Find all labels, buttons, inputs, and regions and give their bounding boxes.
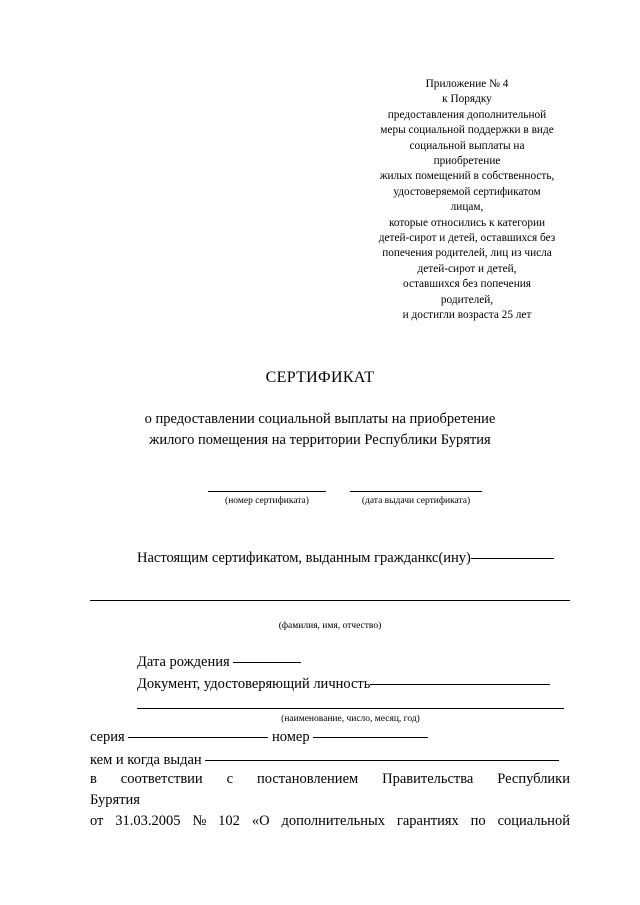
decree-word: 102	[218, 813, 240, 829]
subtitle-line-2: жилого помещения на территории Республики Бурятия	[149, 432, 491, 448]
subtitle-line-1: о предоставлении социальной выплаты на приобретение	[144, 411, 496, 427]
issued-by-label: кем и когда выдан	[90, 752, 202, 768]
basis-word: соответствии	[120, 771, 203, 787]
certificate-date-line	[350, 479, 482, 492]
basis-word: Республики	[497, 771, 570, 787]
fullname-caption: (фамилия, имя, отчество)	[278, 621, 382, 631]
document-title: СЕРТИФИКАТ	[265, 369, 375, 386]
basis-word: постановлением	[256, 771, 359, 787]
birth-date-blank[interactable]	[233, 661, 301, 663]
birth-date-label: Дата рождения	[137, 654, 230, 670]
birth-date-row	[137, 654, 301, 671]
appendix-line: попечения родителей, лиц из числа	[382, 247, 552, 260]
series-label: серия	[90, 729, 125, 745]
certificate-date-caption: (дата выдачи сертификата)	[361, 496, 471, 506]
id-document-row	[137, 676, 550, 693]
series-number-row	[90, 729, 428, 746]
issued-to-blank[interactable]	[471, 557, 554, 559]
id-document-caption: (наименование, число, месяц, год)	[281, 714, 420, 724]
basis-word: Правительства	[382, 771, 474, 787]
appendix-line: лицам,	[450, 201, 484, 214]
document-subtitle	[0, 409, 640, 451]
decree-word: 31.03.2005	[115, 813, 181, 829]
appendix-line: оставшихся без попечения	[403, 278, 531, 291]
series-blank[interactable]	[128, 736, 268, 738]
appendix-line: жилых помещений в собственность,	[379, 170, 555, 183]
issued-by-blank[interactable]	[205, 759, 559, 761]
certificate-date-field[interactable]	[350, 479, 482, 506]
fullname-blank-line[interactable]	[90, 600, 570, 601]
issued-by-row	[90, 752, 559, 769]
appendix-line: которые относились к категории	[388, 216, 546, 229]
decree-word: социальной	[497, 813, 570, 829]
id-document-second-line[interactable]	[137, 708, 564, 709]
basis-word: с	[226, 771, 234, 787]
decree-word: по	[470, 813, 486, 829]
basis-line-1	[90, 771, 570, 788]
appendix-line: предоставления дополнительной	[387, 108, 547, 121]
certificate-number-field[interactable]	[208, 479, 326, 506]
appendix-line: удостоверяемой сертификатом	[393, 185, 541, 198]
appendix-header	[352, 77, 582, 324]
basis-word: в	[90, 771, 97, 787]
number-label: номер	[271, 729, 310, 745]
certificate-number-line	[208, 479, 326, 492]
appendix-line: детей-сирот и детей,	[417, 262, 517, 275]
decree-word: гарантиях	[396, 813, 459, 829]
decree-line	[90, 813, 570, 830]
issued-to-row	[137, 550, 554, 567]
appendix-line: меры социальной поддержки в виде	[380, 124, 554, 137]
basis-line-2: Бурятия	[90, 792, 140, 808]
appendix-line: к Порядку	[442, 93, 492, 106]
appendix-line: приобретение	[433, 155, 501, 168]
id-document-blank[interactable]	[370, 683, 550, 685]
number-blank[interactable]	[313, 736, 428, 738]
certificate-number-caption: (номер сертификата)	[225, 496, 309, 506]
appendix-line: Приложение № 4	[425, 78, 509, 90]
decree-word: №	[192, 813, 207, 829]
appendix-line: детей-сирот и детей, оставшихся без	[378, 232, 556, 245]
decree-word: «О	[251, 813, 270, 829]
issued-to-label: Настоящим сертификатом, выданным гражданкс(ину)	[137, 550, 471, 566]
appendix-line: родителей,	[440, 293, 494, 306]
appendix-line: социальной выплаты на	[409, 139, 525, 152]
decree-word: от	[90, 813, 104, 829]
id-document-label: Документ, удостоверяющий личность	[137, 676, 371, 692]
appendix-line: и достигли возраста 25 лет	[402, 309, 532, 322]
decree-word: дополнительных	[281, 813, 386, 829]
